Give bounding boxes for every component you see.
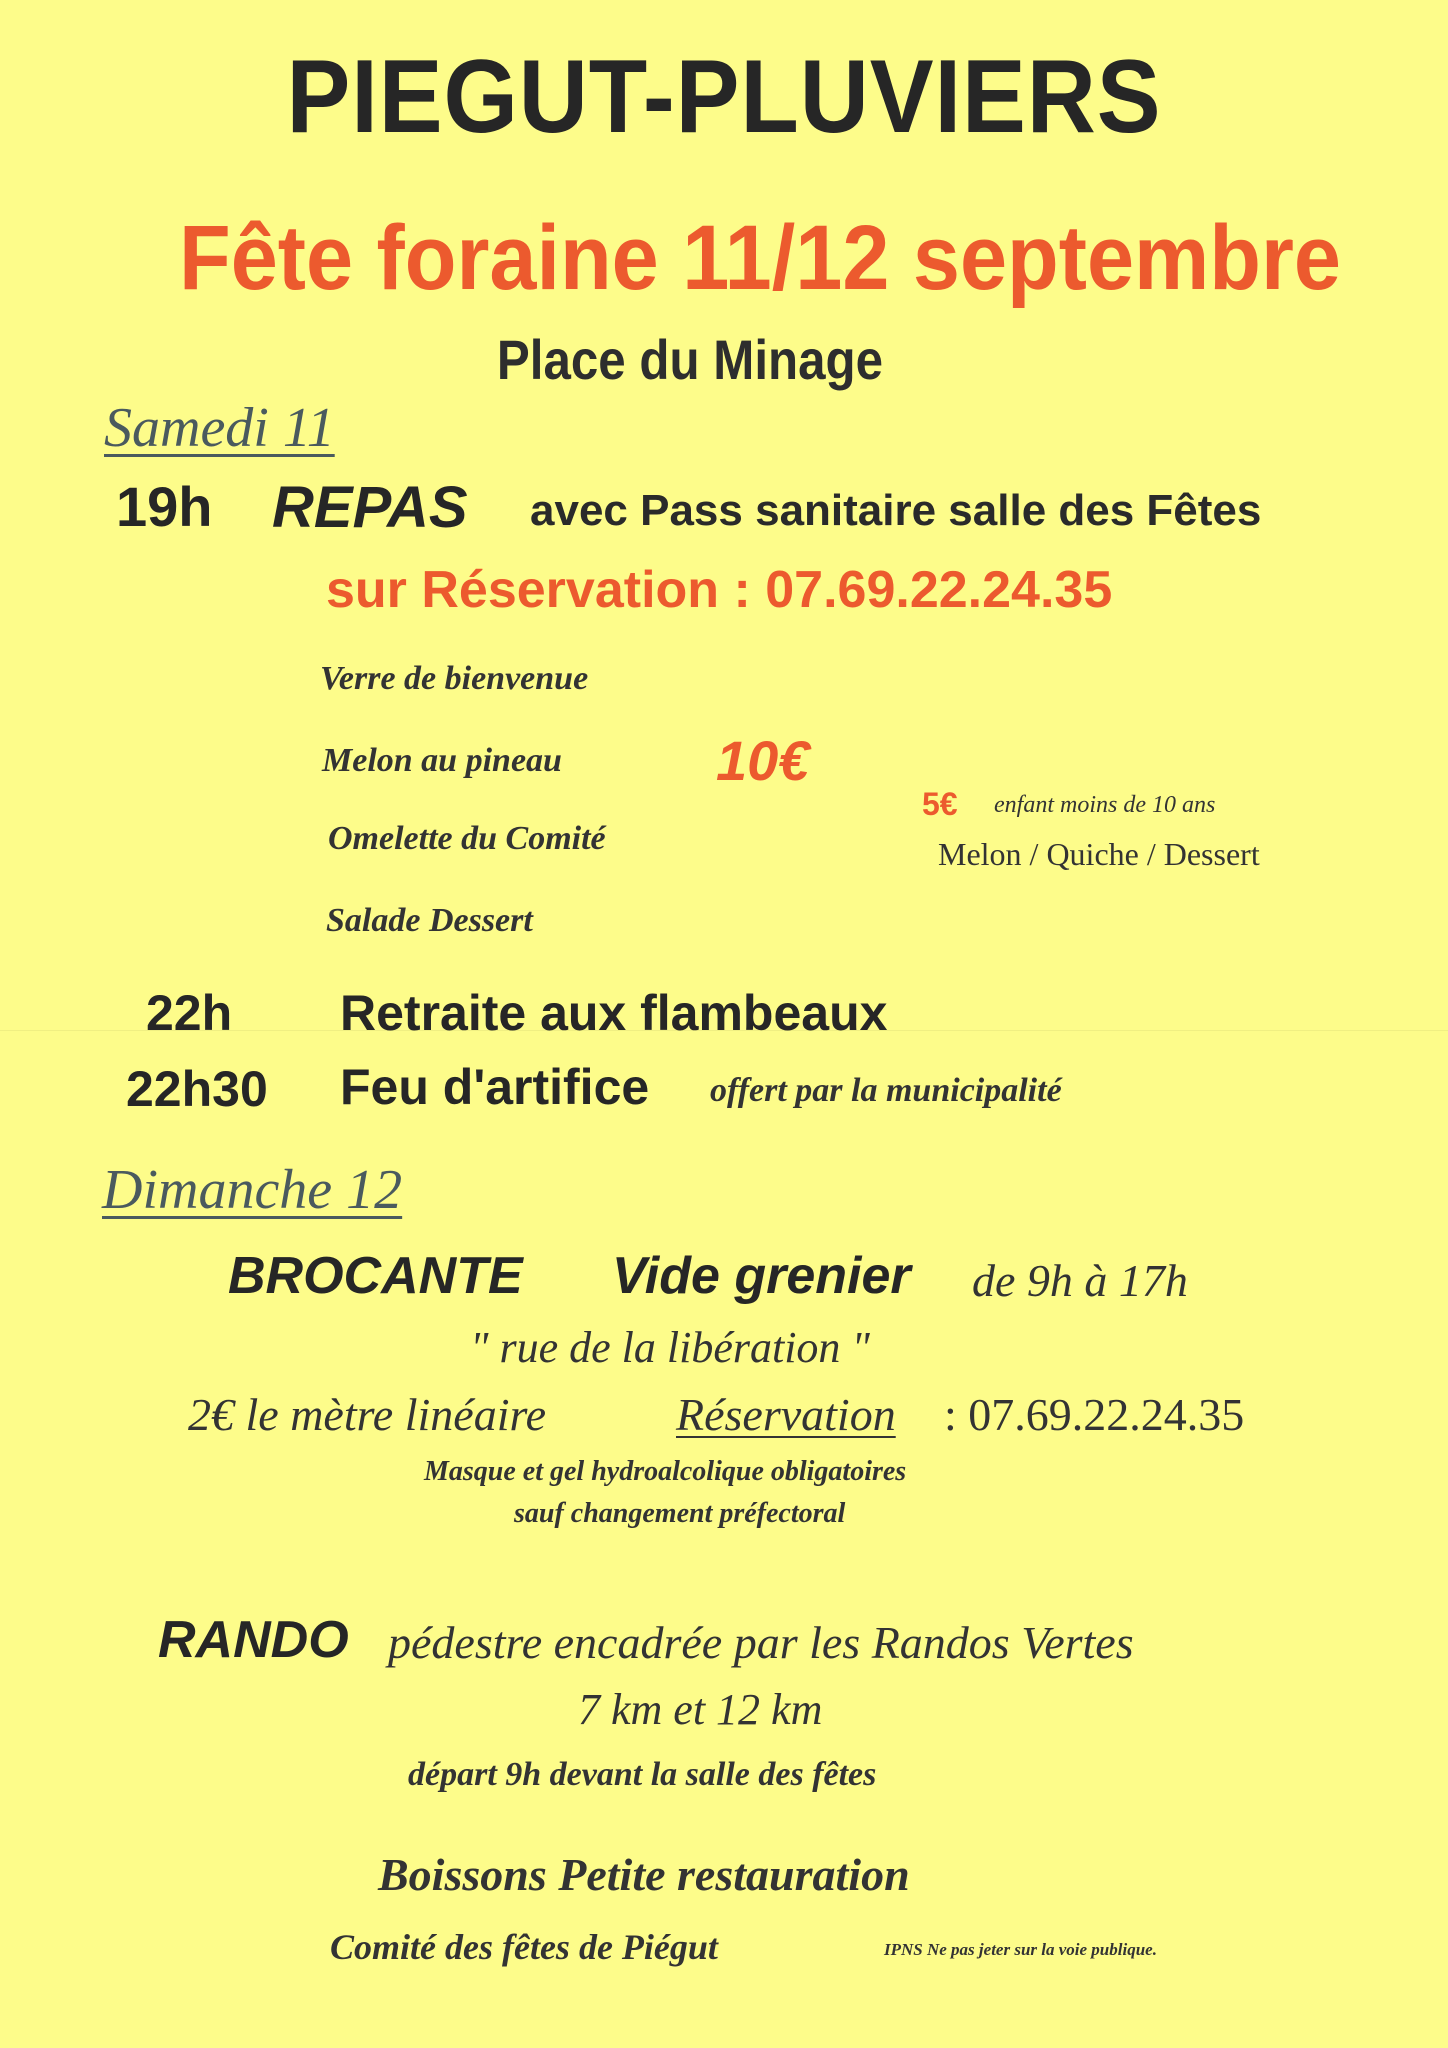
refreshments-text: Boissons Petite restauration — [378, 1849, 910, 1900]
menu-item: Omelette du Comité — [328, 820, 606, 857]
child-price: 5€ — [922, 786, 958, 822]
ipns-notice: IPNS Ne pas jeter sur la voie publique. — [884, 1940, 1157, 1959]
event-time: 22h — [146, 985, 233, 1041]
event-time: 22h30 — [126, 1061, 268, 1117]
event-title: Retraite aux flambeaux — [340, 985, 888, 1041]
event-note: offert par la municipalité — [710, 1072, 1062, 1109]
child-price-note: enfant moins de 10 ans — [994, 792, 1216, 818]
organizer-text: Comité des fêtes de Piégut — [330, 1927, 718, 1967]
vide-grenier-title: Vide grenier — [612, 1247, 911, 1305]
brocante-reservation-phone: : 07.69.22.24.35 — [944, 1389, 1245, 1440]
child-menu: Melon / Quiche / Dessert — [938, 836, 1260, 872]
meal-title: REPAS — [272, 475, 468, 540]
event-title: Feu d'artifice — [340, 1059, 650, 1115]
health-note: Masque et gel hydroalcolique obligatoires — [424, 1456, 907, 1487]
adult-price: 10€ — [716, 729, 810, 792]
meal-reservation: sur Réservation : 07.69.22.24.35 — [326, 561, 1113, 619]
town-title: PIEGUT-PLUVIERS — [286, 39, 1162, 155]
rando-departure: départ 9h devant la salle des fêtes — [408, 1756, 877, 1793]
health-note: sauf changement préfectoral — [514, 1498, 846, 1529]
location-title: Place du Minage — [496, 328, 884, 391]
brocante-street: " rue de la libération " — [470, 1323, 870, 1372]
event-title: Fête foraine 11/12 septembre — [179, 207, 1341, 309]
brocante-title: BROCANTE — [228, 1247, 523, 1305]
meal-time: 19h — [116, 475, 213, 538]
rando-distances: 7 km et 12 km — [578, 1685, 823, 1734]
rando-title: RANDO — [158, 1611, 349, 1669]
meal-detail: avec Pass sanitaire salle des Fêtes — [530, 486, 1262, 535]
menu-item: Salade Dessert — [326, 902, 533, 939]
sunday-heading: Dimanche 12 — [102, 1159, 403, 1221]
rando-detail: pédestre encadrée par les Randos Vertes — [388, 1617, 1134, 1668]
menu-item: Verre de bienvenue — [320, 660, 589, 697]
brocante-reservation-label: Réservation — [676, 1389, 896, 1440]
brocante-hours: de 9h à 17h — [972, 1255, 1188, 1306]
saturday-heading: Samedi 11 — [104, 397, 335, 459]
brocante-price: 2€ le mètre linéaire — [188, 1389, 547, 1440]
menu-item: Melon au pineau — [322, 742, 562, 779]
